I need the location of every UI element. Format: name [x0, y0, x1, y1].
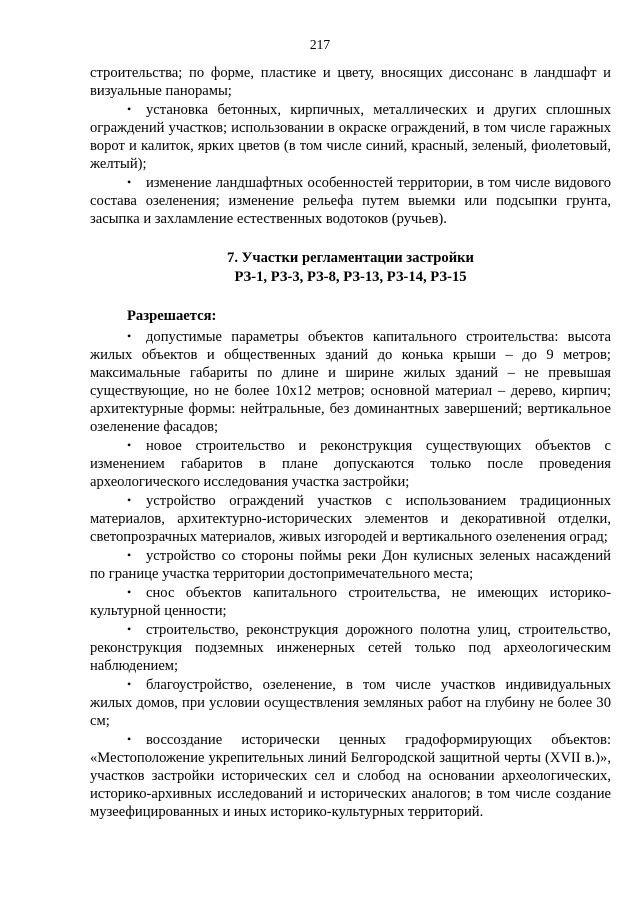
permitted-bullet-8: • воссоздание исторически ценных градоформирующих объектов: «Местоположение укрепительных линий Белгородской защитной черты (XVII в.)», участков застройки исторических сел и слобод на основании археологических, историко-архивных исследований и исторических аналогов; в том числе создание музеефицированных и иных историко-культурных территорий. [90, 730, 611, 821]
intro-bullet-1: • установка бетонных, кирпичных, металлических и других сплошных ограждений участков; использовании в окраске ограждений, в том числе гаражных ворот и калиток, ярких цветов (в том числе синий, красный, зеленый, фиолетовый, желтый); [90, 100, 611, 173]
permitted-bullet-4: • устройство со стороны поймы реки Дон кулисных зеленых насаждений по границе участка территории достопримечательного места; [90, 546, 611, 583]
section-heading [90, 249, 611, 286]
intro-bullet-2: • изменение ландшафтных особенностей территории, в том числе видового состава озеленения; изменение рельефа путем выемки или подсыпки грунта, засыпка и захламление естественных водотоков (ручьев). [90, 173, 611, 228]
permitted-bullet-3: • устройство ограждений участков с использованием традиционных материалов, архитектурно-исторических элементов и декоративной отделки, светопрозрачных материалов, живых изгородей и вертикального озеленения оград; [90, 491, 611, 546]
permitted-bullet-1: • допустимые параметры объектов капитального строительства: высота жилых объектов и общественных зданий до конька крыши – до 9 метров; максимальные габариты по длине и ширине жилых зданий – не превышая существующие, но не более 10х12 метров; основной материал – дерево, кирпич; архитектурные формы: нейтральные, без доминантных завершений; вертикальное озеленение фасадов; [90, 327, 611, 436]
permitted-bullet-5: • снос объектов капитального строительства, не имеющих историко-культурной ценности; [90, 583, 611, 620]
section-title-line2: РЗ-1, РЗ-3, РЗ-8, РЗ-13, РЗ-14, РЗ-15 [234, 268, 467, 285]
permitted-bullet-2: • новое строительство и реконструкция существующих объектов с изменением габаритов в плане допускаются только после проведения археологического исследования участка застройки; [90, 436, 611, 491]
section-title-line1: 7. Участки регламентации застройки [227, 250, 474, 266]
permitted-bullet-7: • благоустройство, озеленение, в том числе участков индивидуальных жилых домов, при условии осуществления земляных работ на глубину не более 30 см; [90, 675, 611, 730]
document-body [90, 64, 611, 821]
intro-continuation: строительства; по форме, пластике и цвету, вносящих диссонанс в ландшафт и визуальные панорамы; [90, 65, 611, 99]
permitted-label: Разрешается: [127, 308, 217, 324]
permitted-bullet-6: • строительство, реконструкция дорожного полотна улиц, строительство, реконструкция подземных инженерных сетей только под археологическим наблюдением; [90, 620, 611, 675]
page-number: 217 [309, 37, 331, 52]
